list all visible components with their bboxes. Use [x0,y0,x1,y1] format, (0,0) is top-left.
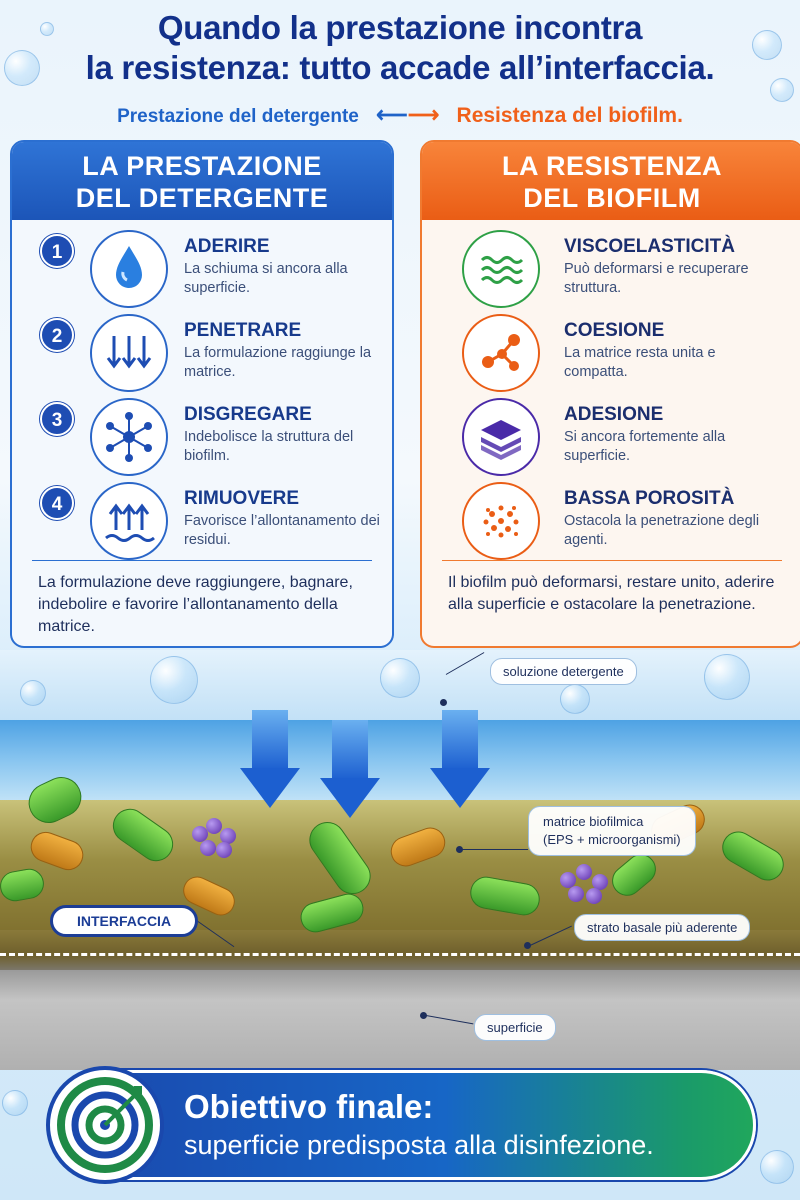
divider [442,560,782,561]
step-number: 4 [40,486,74,520]
network-icon [90,398,168,476]
target-icon [46,1066,164,1184]
callout-line [462,849,528,850]
panel-title-line-2: DEL BIOFILM [523,183,701,213]
item-description: La formulazione raggiunge la matrice. [184,345,372,380]
biofilm-resistance-panel [420,140,800,648]
item-description: La schiuma si ancora alla superficie. [184,261,348,296]
panel-header [422,142,800,220]
list-item [422,398,800,482]
item-title: ADERIRE [184,236,270,257]
list-item [422,314,800,398]
list-item [12,230,392,314]
matrix-label-line-2: (EPS + microorganismi) [543,832,681,847]
double-arrow-icon: ⟵⟶ [376,102,440,127]
item-description: Favorisce l’allontanamento dei residui. [184,513,380,548]
penetration-arrow-head [320,778,380,818]
panel-title-line-1: LA RESISTENZA [501,151,722,181]
item-title: COESIONE [564,320,665,341]
interface-label: INTERFACCIA [50,905,198,937]
basal-layer-label: strato basale più aderente [574,914,750,941]
callout-dot [440,699,447,706]
item-title: BASSA POROSITÀ [564,488,735,509]
coccus-cluster [200,840,216,856]
page-title [0,8,800,88]
list-item [422,482,800,566]
matrix-label-line-1: matrice biofilmica [543,814,644,829]
item-title: DISGREGARE [184,404,312,425]
surface-label: superficie [474,1014,556,1041]
penetration-arrow-head [430,768,490,808]
title-line-2: la resistenza: tutto accade all’interfaccia. [85,49,715,86]
panel-title-line-1: LA PRESTAZIONE [82,151,322,181]
water-drop-icon [90,230,168,308]
panel-summary: La formulazione deve raggiungere, bagnare, indebolire e favorire l’allontanamento della matrice. [38,574,353,635]
coccus-cluster [576,864,592,880]
list-item [12,314,392,398]
waves-icon [462,230,540,308]
bubble [2,1090,28,1116]
item-description: Può deformarsi e recuperare struttura. [564,261,749,296]
banner-subtitle: superficie predisposta alla disinfezione. [184,1130,654,1160]
step-number: 1 [40,234,74,268]
list-item [422,230,800,314]
surface-layer [0,970,800,1070]
coccus-cluster [206,818,222,834]
step-number: 2 [40,318,74,352]
solution-label: soluzione detergente [490,658,637,685]
item-description: La matrice resta unita e compatta. [564,345,716,380]
matrix-label [528,806,696,856]
panel-summary: Il biofilm può deformarsi, restare unito, aderire alla superficie e ostacolare la penetrazione. [448,574,775,613]
lift-arrows-icon [90,482,168,560]
item-title: ADESIONE [564,404,664,425]
detergent-performance-panel [10,140,394,648]
item-title: RIMUOVERE [184,488,300,509]
penetration-arrow-icon [442,710,478,770]
bubble [20,680,46,706]
dots-icon [462,482,540,560]
subtitle-right: Resistenza del biofilm. [456,104,683,127]
banner-title: Obiettivo finale: [184,1088,434,1125]
list-item [12,482,392,566]
panel-title-line-2: DEL DETERGENTE [75,183,329,213]
item-title: VISCOELASTICITÀ [564,236,736,257]
coccus-cluster [568,886,584,902]
biofilm-illustration [0,650,800,1070]
molecule-icon [462,314,540,392]
subtitle-left: Prestazione del detergente [117,106,359,127]
item-description: Indebolisce la struttura del biofilm. [184,429,354,464]
coccus-cluster [216,842,232,858]
penetration-arrow-icon [252,710,288,770]
item-description: Si ancora fortemente alla superficie. [564,429,726,464]
layers-icon [462,398,540,476]
item-description: Ostacola la penetrazione degli agenti. [564,513,760,548]
bubble [760,1150,794,1184]
bubble [560,684,590,714]
step-number: 3 [40,402,74,436]
coccus-cluster [586,888,602,904]
subtitle [0,102,800,128]
list-item [12,398,392,482]
item-title: PENETRARE [184,320,302,341]
bubble [380,658,420,698]
penetration-arrow-head [240,768,300,808]
down-arrows-icon [90,314,168,392]
bubble [704,654,750,700]
divider [32,560,372,561]
panel-header [12,142,392,220]
interface-line [0,953,800,956]
penetration-arrow-icon [332,720,368,780]
title-line-1: Quando la prestazione incontra [157,9,643,46]
bubble [150,656,198,704]
